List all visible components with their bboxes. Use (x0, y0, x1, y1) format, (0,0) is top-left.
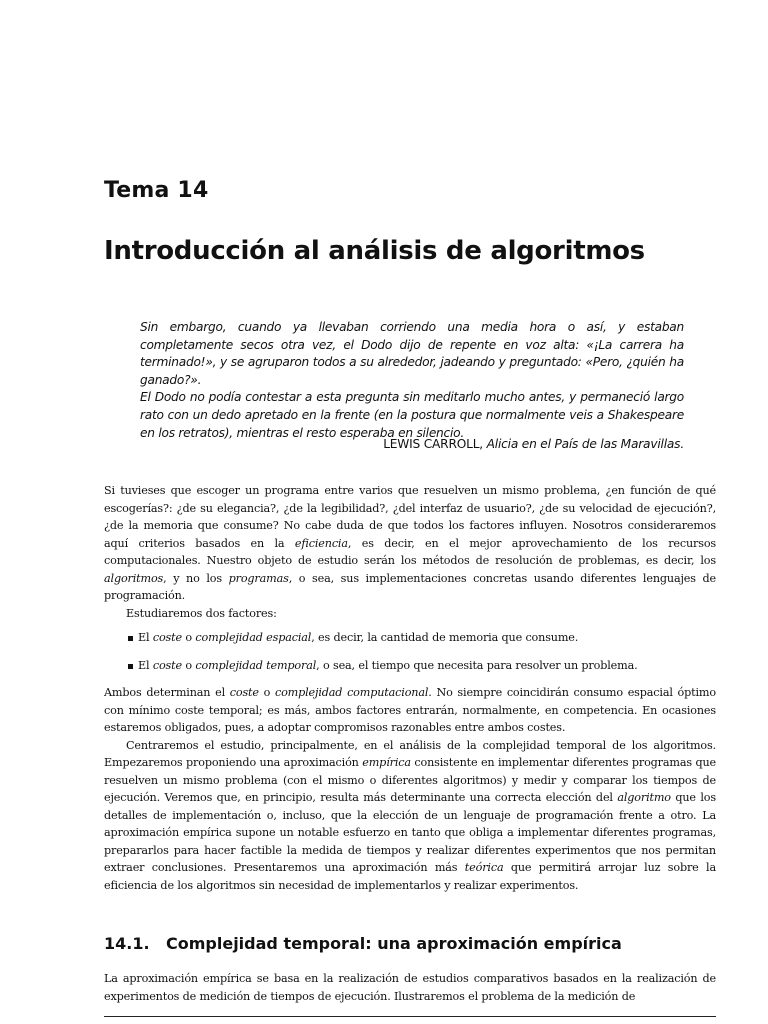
intro-text (104, 482, 716, 622)
chapter-number: Tema 14 (104, 178, 209, 203)
epigraph-work: Alicia en el País de las Maravillas. (486, 437, 684, 451)
section-heading (104, 934, 622, 953)
body-paragraph: Ambos determinan el coste o complejidad computacional. No siempre coincidirán consumo espacial óptimo con mínimo coste temporal; es más, ambos factores entrarán, normalmente, en competencia. En ocasiones estaremos obligados, pues, a adoptar compromisos razonables entre ambos costes. (104, 686, 716, 734)
analysis-text (104, 684, 716, 894)
epigraph-paragraph: El Dodo no podía contestar a esta pregunta sin meditarlo mucho antes, y permaneció largo rato con un dedo apretado en la frente (en la postura que normalmente veis a Shakespeare en los retratos), mientras el resto esperaba en silencio. (140, 390, 684, 440)
epigraph-author: LEWIS CARROLL, (383, 437, 483, 451)
section-number: 14.1. (104, 934, 150, 953)
list-item: El coste o complejidad espacial, es decir, la cantidad de memoria que consume. (104, 624, 716, 652)
chapter-title: Introducción al análisis de algoritmos (104, 236, 645, 266)
body-paragraph: Si tuvieses que escoger un programa entre varios que resuelven un mismo problema, ¿en función de qué escogerías?: ¿de su elegancia?, ¿de la legibilidad?, ¿del interfaz de usuario?, ¿de su velocidad de ejecución?, ¿de la memoria que consume? No cabe duda de que todos los factores influyen. Nosotros consideraremos aquí criterios basados en la eficiencia, es decir, en el mejor aprovechamiento de los recursos computacionales. Nuestro objeto de estudio serán los métodos de resolución de problemas, es decir, los algoritmos, y no los programas, o sea, sus implementaciones concretas usando diferentes lenguajes de programación. (104, 484, 716, 602)
section-text (104, 970, 716, 1005)
body-paragraph: La aproximación empírica se basa en la realización de estudios comparativos basados en la realización de experimentos de medición de tiempos de ejecución. Ilustraremos el problema de la medición de (104, 972, 716, 1003)
body-paragraph: Centraremos el estudio, principalmente, en el análisis de la complejidad temporal de los algoritmos. Empezaremos proponiendo una aproximación empírica consistente en implementar diferentes programas que resuelven un mismo problema (con el mismo o diferentes algoritmos) y medir y comparar los tiempos de ejecución. Veremos que, en principio, resulta más determinante una correcta elección del algoritmo que los detalles de implementación o, incluso, que la elección de un lenguaje de programación frente a otro. La aproximación empírica supone un notable esfuerzo en tanto que obliga a implementar diferentes programas, prepararlos para hacer factible la medida de tiempos y realizar diferentes experimentos que nos permitan extraer conclusiones. Presentaremos una aproximación más teórica que permitirá arrojar luz sobre la eficiencia de los algoritmos sin necesidad de implementarlos y realizar experimentos. (104, 738, 717, 892)
list-item: El coste o complejidad temporal, o sea, el tiempo que necesita para resolver un problema. (104, 652, 716, 680)
bullet-icon (128, 636, 133, 641)
factor-list (104, 624, 716, 680)
body-paragraph: Estudiaremos dos factores: (126, 606, 277, 620)
footer-rule (104, 1016, 716, 1017)
epigraph-attribution (383, 437, 684, 451)
epigraph (140, 319, 684, 442)
bullet-icon (128, 664, 133, 669)
epigraph-paragraph: Sin embargo, cuando ya llevaban corriendo una media hora o así, y estaban completamente secos otra vez, el Dodo dijo de repente en voz alta: «¡La carrera ha terminado!», y se agruparon todos a su alrededor, jadeando y preguntado: «Pero, ¿quién ha ganado?». (140, 320, 684, 387)
section-title: Complejidad temporal: una aproximación empírica (166, 934, 622, 953)
